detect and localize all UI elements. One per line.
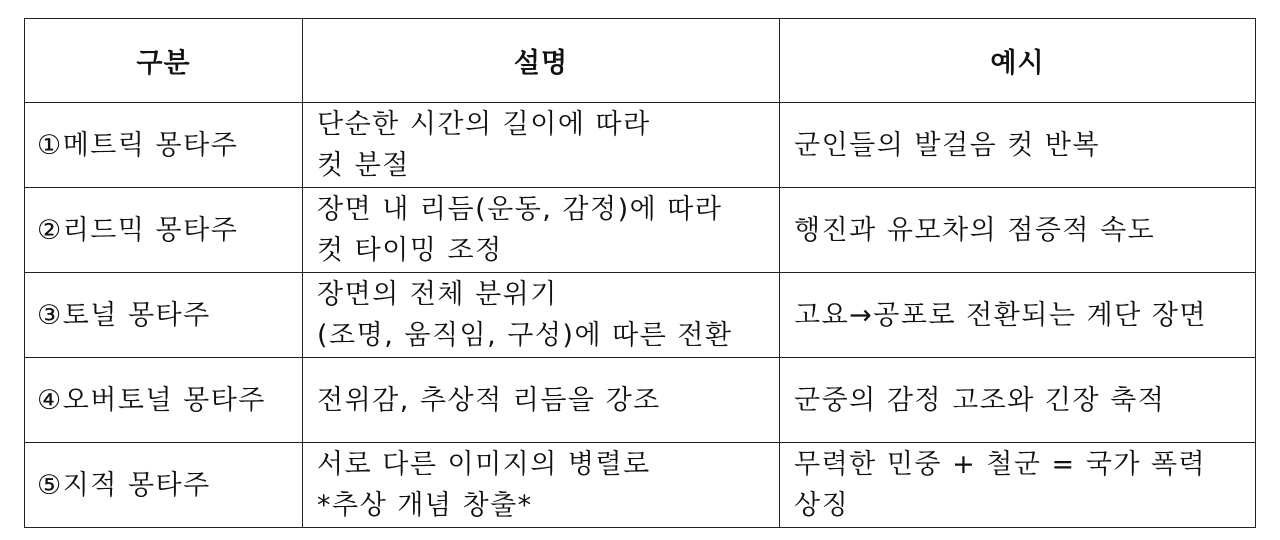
example-line: 상징 <box>794 490 850 521</box>
table-row <box>25 358 1256 443</box>
description-line: 컷 타이밍 조정 <box>317 235 503 266</box>
table-row <box>25 443 1256 528</box>
example-line: 군인들의 발걸음 컷 반복 <box>794 129 1101 161</box>
table-body <box>25 103 1256 528</box>
row-description-cell <box>303 358 780 443</box>
row-description-cell <box>303 443 780 528</box>
row-example-cell <box>780 273 1256 358</box>
row-type-cell <box>25 358 303 443</box>
description-line: 장면의 전체 분위기 <box>317 279 558 310</box>
example-line: 무력한 민중 + 철군 = 국가 폭력 <box>794 449 1207 480</box>
table-header <box>25 19 1256 103</box>
row-type-cell <box>25 273 303 358</box>
row-type-cell <box>25 188 303 273</box>
table-row <box>25 188 1256 273</box>
table-row <box>25 103 1256 188</box>
row-type-text: ④오버토널 몽타주 <box>37 384 266 416</box>
description-line: 전위감, 추상적 리듬을 강조 <box>317 384 661 416</box>
description-line: (조명, 움직임, 구성)에 따른 전환 <box>317 320 733 351</box>
row-example-cell <box>780 443 1256 528</box>
row-example-cell <box>780 103 1256 188</box>
description-line: 서로 다른 이미지의 병렬로 <box>317 449 651 480</box>
description-line: 단순한 시간의 길이에 따라 <box>317 109 651 140</box>
row-type-text: ③토널 몽타주 <box>37 299 211 331</box>
row-description-cell <box>303 103 780 188</box>
row-type-text: ①메트릭 몽타주 <box>37 129 239 161</box>
description-line: *추상 개념 창출* <box>317 490 533 521</box>
row-type-cell <box>25 443 303 528</box>
row-description-cell <box>303 273 780 358</box>
description-line: 컷 분절 <box>317 150 410 181</box>
montage-table <box>24 18 1256 528</box>
header-type: 구분 <box>25 19 303 103</box>
row-type-text: ②리드믹 몽타주 <box>37 214 239 246</box>
example-line: 군중의 감정 고조와 긴장 축적 <box>794 384 1166 416</box>
montage-table-container <box>24 18 1255 528</box>
header-description: 설명 <box>303 19 780 103</box>
row-type-text: ⑤지적 몽타주 <box>37 469 211 501</box>
header-row <box>25 19 1256 103</box>
table-row <box>25 273 1256 358</box>
example-line: 행진과 유모차의 점증적 속도 <box>794 214 1156 246</box>
row-example-cell <box>780 358 1256 443</box>
example-line: 고요→공포로 전환되는 계단 장면 <box>794 299 1207 331</box>
header-example: 예시 <box>780 19 1256 103</box>
row-description-cell <box>303 188 780 273</box>
description-line: 장면 내 리듬(운동, 감정)에 따라 <box>317 194 723 225</box>
row-type-cell <box>25 103 303 188</box>
row-example-cell <box>780 188 1256 273</box>
